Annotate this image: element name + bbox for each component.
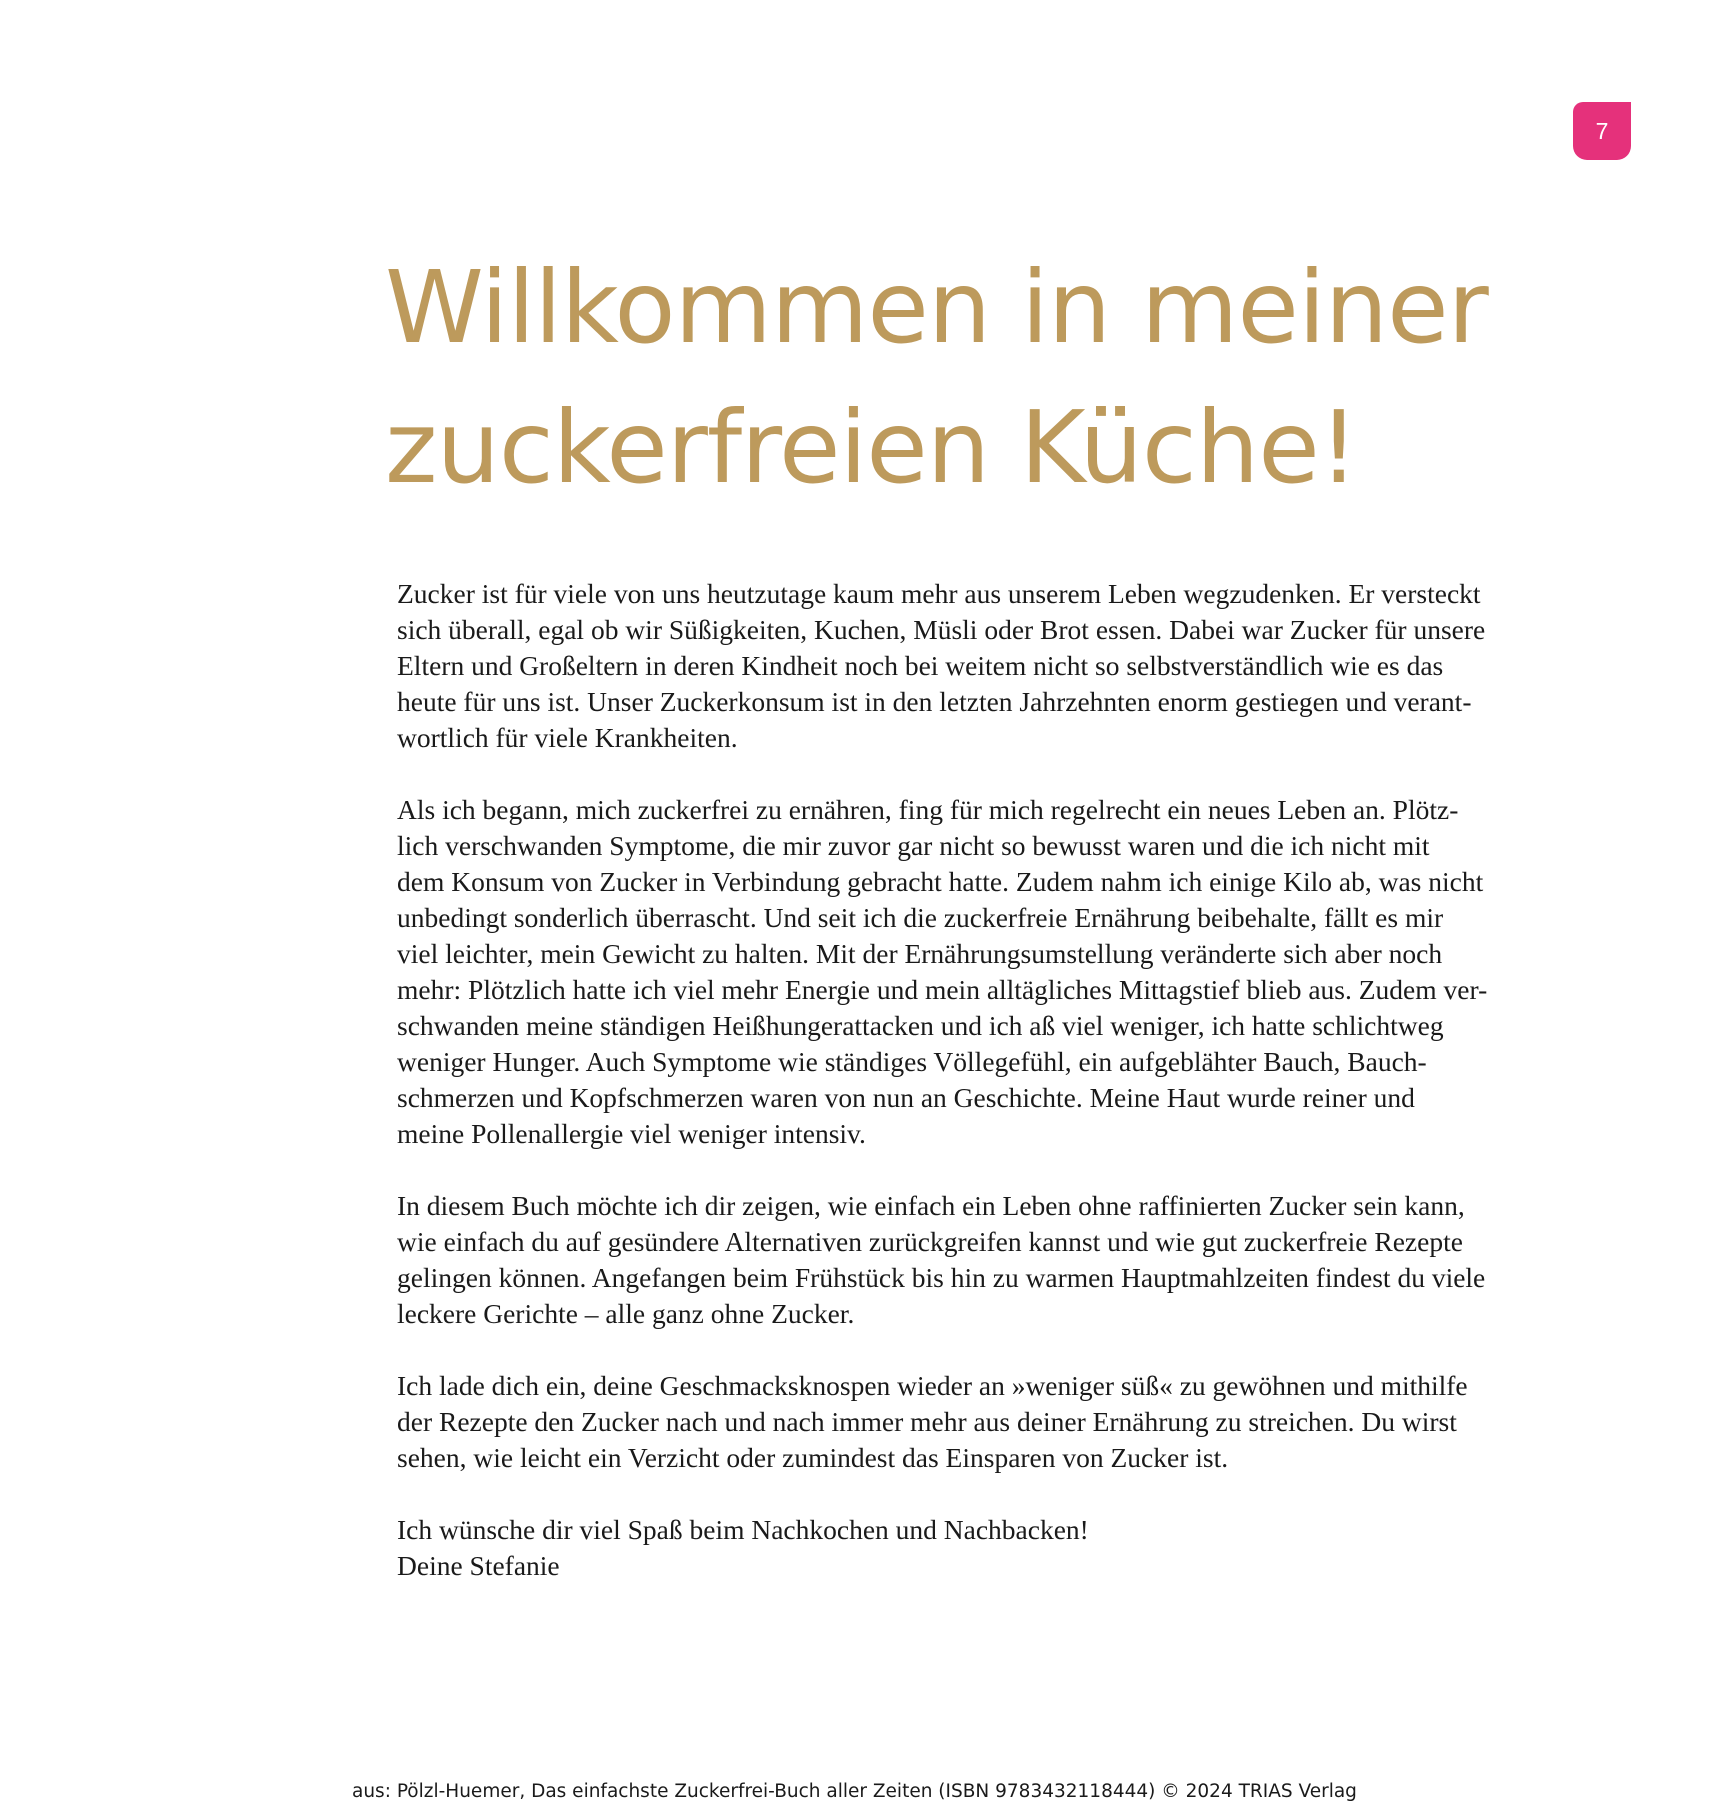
title-line-2: zuckerfreien Küche! <box>385 389 1358 506</box>
text-line: wie einfach du auf gesündere Alternativen zurückgreifen kannst und wie gut zuckerfreie Rezepte <box>397 1226 1463 1257</box>
footer-source-citation: aus: Pölzl-Huemer, Das einfachste Zuckerfrei-Buch aller Zeiten (ISBN 9783432118444) © 2024 TRIAS Verlag <box>352 1781 1357 1802</box>
text-line: In diesem Buch möchte ich dir zeigen, wie einfach ein Leben ohne raffinierten Zucker sein kann, <box>397 1190 1465 1221</box>
closing-wish: Ich wünsche dir viel Spaß beim Nachkochen und Nachbacken! <box>397 1514 1089 1545</box>
text-line: sehen, wie leicht ein Verzicht oder zumindest das Einsparen von Zucker ist. <box>397 1442 1229 1473</box>
text-line: Ich lade dich ein, deine Geschmacksknospen wieder an »weniger süß« zu gewöhnen und mithilfe <box>397 1370 1468 1401</box>
text-line: leckere Gerichte – alle ganz ohne Zucker. <box>397 1298 855 1329</box>
page-title <box>385 238 1488 518</box>
text-line: dem Konsum von Zucker in Verbindung gebracht hatte. Zudem nahm ich einige Kilo ab, was nicht <box>397 866 1484 897</box>
text-line: gelingen können. Angefangen beim Frühstück bis hin zu warmen Hauptmahlzeiten findest du viele <box>397 1262 1486 1293</box>
paragraph-3 <box>397 1188 1547 1332</box>
text-line: der Rezepte den Zucker nach und nach immer mehr aus deiner Ernährung zu streichen. Du wirst <box>397 1406 1457 1437</box>
title-line-1: Willkommen in meiner <box>385 249 1488 366</box>
text-line: schwanden meine ständigen Heißhungerattacken und ich aß viel weniger, ich hatte schlichtweg <box>397 1010 1444 1041</box>
text-line: weniger Hunger. Auch Symptome wie ständiges Völlegefühl, ein aufgeblähter Bauch, Bauch- <box>397 1046 1427 1077</box>
text-line: schmerzen und Kopfschmerzen waren von nun an Geschichte. Meine Haut wurde reiner und <box>397 1082 1415 1113</box>
text-line: Zucker ist für viele von uns heutzutage kaum mehr aus unserem Leben wegzudenken. Er versteckt <box>397 578 1481 609</box>
page-number-badge <box>1573 102 1631 160</box>
text-line: unbedingt sonderlich überrascht. Und seit ich die zuckerfreie Ernährung beibehalte, fällt es mir <box>397 902 1444 933</box>
text-line: viel leichter, mein Gewicht zu halten. Mit der Ernährungsumstellung veränderte sich aber noch <box>397 938 1443 969</box>
text-line: heute für uns ist. Unser Zuckerkonsum ist in den letzten Jahrzehnten enorm gestiegen und verant- <box>397 686 1472 717</box>
paragraph-4 <box>397 1368 1547 1476</box>
text-line: mehr: Plötzlich hatte ich viel mehr Energie und mein alltägliches Mittagstief blieb aus. Zudem ver- <box>397 974 1488 1005</box>
text-line: Eltern und Großeltern in deren Kindheit noch bei weitem nicht so selbstverständlich wie es das <box>397 650 1444 681</box>
text-line: sich überall, egal ob wir Süßigkeiten, Kuchen, Müsli oder Brot essen. Dabei war Zucker für unsere <box>397 614 1486 645</box>
page-number: 7 <box>1595 117 1609 144</box>
signature: Deine Stefanie <box>397 1550 560 1581</box>
text-line: wortlich für viele Krankheiten. <box>397 722 738 753</box>
text-line: lich verschwanden Symptome, die mir zuvor gar nicht so bewusst waren und die ich nicht mit <box>397 830 1430 861</box>
text-line: Als ich begann, mich zuckerfrei zu ernähren, fing für mich regelrecht ein neues Leben an. Plötz- <box>397 794 1459 825</box>
body-text <box>397 576 1547 1620</box>
paragraph-2 <box>397 792 1547 1152</box>
paragraph-1 <box>397 576 1547 756</box>
text-line: meine Pollenallergie viel weniger intensiv. <box>397 1118 866 1149</box>
closing <box>397 1512 1547 1584</box>
